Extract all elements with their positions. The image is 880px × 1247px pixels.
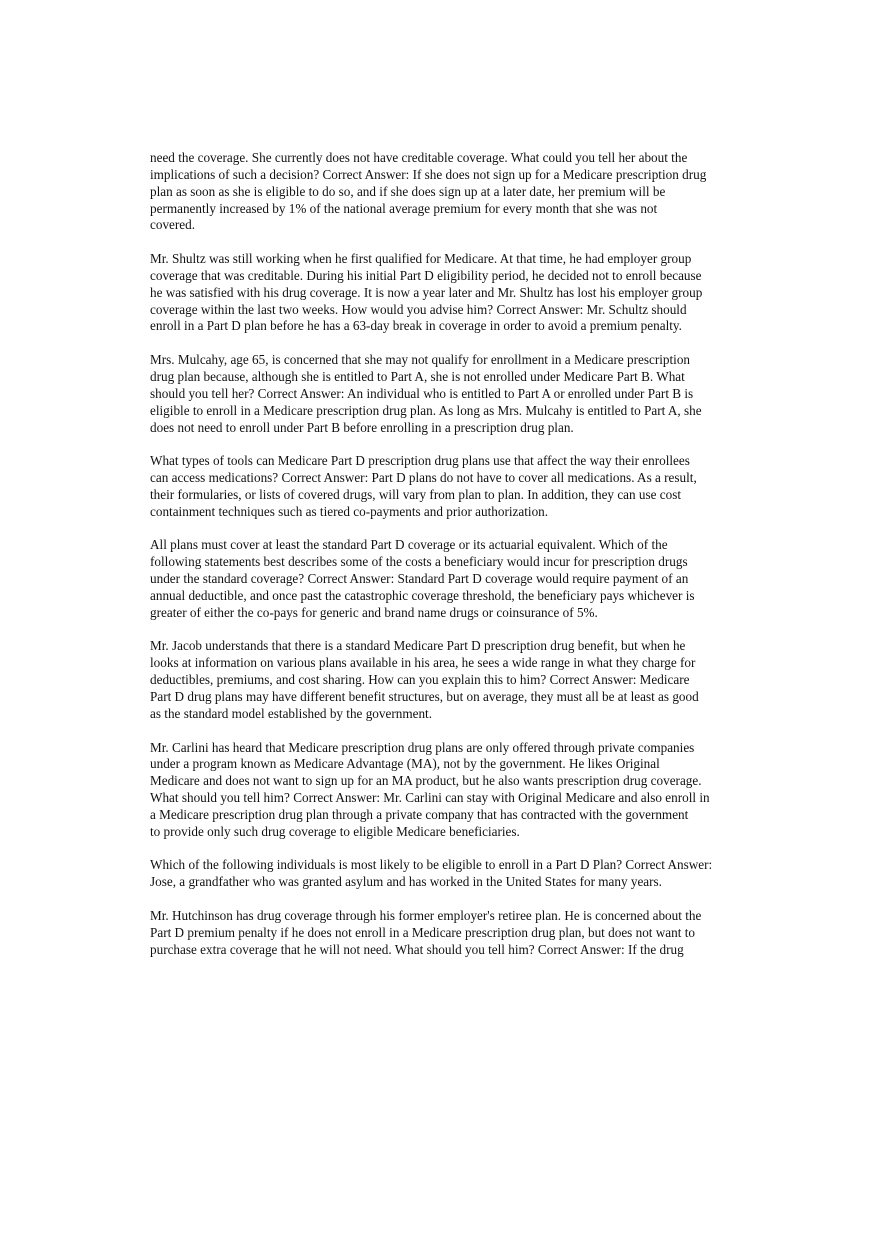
- text-line: implications of such a decision? Correct Answer: If she does not sign up for a Medicare prescription drug: [150, 166, 707, 182]
- text-line: greater of either the co-pays for generic and brand name drugs or coinsurance of 5%.: [150, 604, 598, 620]
- text-line: annual deductible, and once past the catastrophic coverage threshold, the beneficiary pays whichever is: [150, 587, 695, 603]
- text-line: enroll in a Part D plan before he has a 63-day break in coverage in order to avoid a premium penalty.: [150, 318, 682, 334]
- text-line: purchase extra coverage that he will not need. What should you tell him? Correct Answer: If the drug: [150, 941, 684, 957]
- text-line: a Medicare prescription drug plan through a private company that has contracted with the government: [150, 806, 689, 822]
- text-line: under the standard coverage? Correct Answer: Standard Part D coverage would require payment of an: [150, 571, 689, 587]
- text-line: Part D premium penalty if he does not enroll in a Medicare prescription drug plan, but does not want to: [150, 924, 695, 940]
- text-line: permanently increased by 1% of the national average premium for every month that she was not: [150, 200, 658, 216]
- text-line: coverage within the last two weeks. How would you advise him? Correct Answer: Mr. Schultz should: [150, 301, 687, 317]
- text-line: Jose, a grandfather who was granted asylum and has worked in the United States for many years.: [150, 874, 662, 890]
- text-line: Part D drug plans may have different benefit structures, but on average, they must all be at least as good: [150, 689, 699, 704]
- paragraph: [150, 537, 732, 621]
- text-line: should you tell her? Correct Answer: An individual who is entitled to Part A or enrolled under Part B is: [150, 385, 694, 401]
- text-line: What should you tell him? Correct Answer: Mr. Carlini can stay with Original Medicare and also enroll in: [150, 790, 710, 806]
- text-line: as the standard model established by the government.: [150, 705, 432, 721]
- text-line: he was satisfied with his drug coverage. It is now a year later and Mr. Shultz has lost his employer group: [150, 284, 703, 300]
- text-line: their formularies, or lists of covered drugs, will vary from plan to plan. In addition, they can use cost: [150, 486, 682, 502]
- text-line: covered.: [150, 217, 196, 233]
- document-body: [150, 150, 732, 975]
- text-line: Mr. Carlini has heard that Medicare prescription drug plans are only offered through private companies: [150, 739, 695, 755]
- paragraph: [150, 251, 732, 335]
- text-line: under a program known as Medicare Advantage (MA), not by the government. He likes Original: [150, 756, 660, 772]
- text-line: following statements best describes some of the costs a beneficiary would incur for prescription drugs: [150, 554, 688, 570]
- text-line: Mr. Shultz was still working when he first qualified for Medicare. At that time, he had employer group: [150, 251, 692, 267]
- text-line: What types of tools can Medicare Part D prescription drug plans use that affect the way their enrollees: [150, 453, 690, 469]
- text-line: can access medications? Correct Answer: Part D plans do not have to cover all medications. As a result,: [150, 470, 697, 486]
- text-line: need the coverage. She currently does not have creditable coverage. What could you tell her about the: [150, 150, 688, 165]
- paragraph: [150, 638, 732, 722]
- text-line: does not need to enroll under Part B before enrolling in a prescription drug plan.: [150, 419, 574, 435]
- text-line: Mr. Hutchinson has drug coverage through his former employer's retiree plan. He is concerned about the: [150, 907, 702, 923]
- text-line: looks at information on various plans available in his area, he sees a wide range in what they charge for: [150, 655, 696, 671]
- text-line: Medicare and does not want to sign up for an MA product, but he also wants prescription drug coverage.: [150, 773, 702, 789]
- paragraph: [150, 857, 732, 891]
- text-line: All plans must cover at least the standard Part D coverage or its actuarial equivalent. Which of the: [150, 537, 668, 553]
- text-line: deductibles, premiums, and cost sharing. How can you explain this to him? Correct Answer: Medicare: [150, 672, 690, 688]
- text-line: Mr. Jacob understands that there is a standard Medicare Part D prescription drug benefit, but when he: [150, 638, 686, 654]
- paragraph: [150, 453, 732, 520]
- paragraph: [150, 908, 732, 959]
- text-line: drug plan because, although she is entitled to Part A, she is not enrolled under Medicare Part B. What: [150, 368, 685, 384]
- text-line: containment techniques such as tiered co-payments and prior authorization.: [150, 503, 549, 519]
- paragraph: [150, 150, 732, 234]
- text-line: eligible to enroll in a Medicare prescription drug plan. As long as Mrs. Mulcahy is entitled to Part A, she: [150, 402, 702, 418]
- text-line: Mrs. Mulcahy, age 65, is concerned that she may not qualify for enrollment in a Medicare prescription: [150, 352, 691, 368]
- text-line: plan as soon as she is eligible to do so, and if she does sign up at a later date, her premium will be: [150, 183, 666, 199]
- text-line: coverage that was creditable. During his initial Part D eligibility period, he decided not to enroll because: [150, 267, 702, 283]
- paragraph: [150, 352, 732, 436]
- text-line: to provide only such drug coverage to eligible Medicare beneficiaries.: [150, 823, 520, 839]
- paragraph: [150, 740, 732, 841]
- text-line: Which of the following individuals is most likely to be eligible to enroll in a Part D Plan? Correct Answer:: [150, 857, 713, 873]
